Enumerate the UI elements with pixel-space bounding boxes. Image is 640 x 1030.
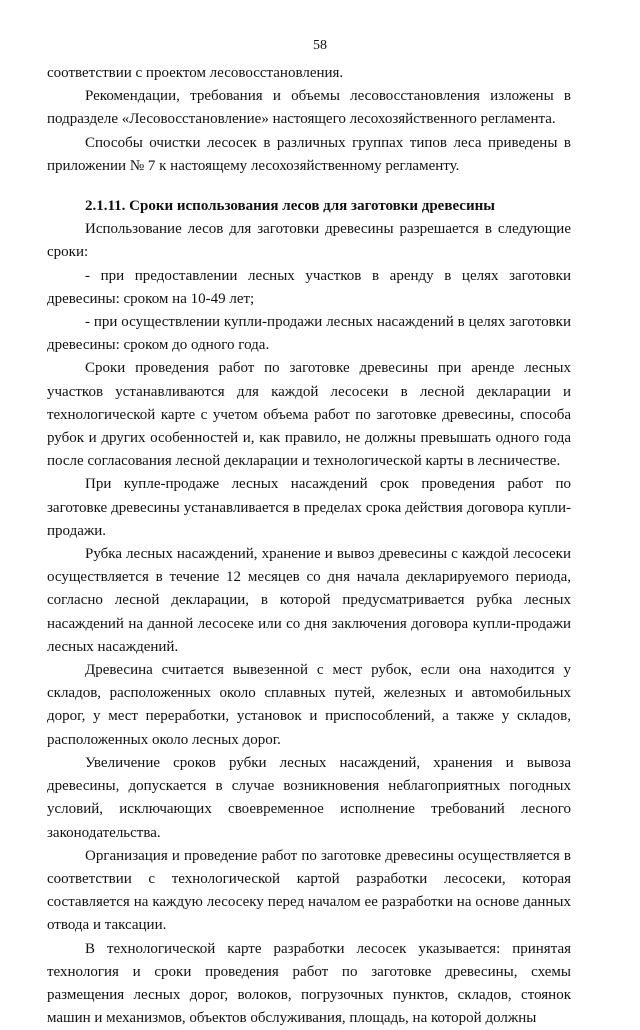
paragraph-felling-period: Рубка лесных насаждений, хранение и вывоз древесины с каждой лесосеки осуществляется в течение 12 месяцев со дня начала декларируемого периода, согласно лесной декларации, в которой предусматривается рубка лесных насаждений на данной лесосеке или со дня заключения договора купли-продажи лесных насаждений. bbox=[47, 546, 571, 655]
page-content bbox=[47, 62, 571, 1030]
paragraph-usage-terms: Использование лесов для заготовки древесины разрешается в следующие сроки: bbox=[47, 221, 571, 261]
list-item-sale: - при осуществлении купли-продажи лесных насаждений в целях заготовки древесины: сроком до одного года. bbox=[47, 314, 571, 354]
paragraph-lease-terms: Сроки проведения работ по заготовке древесины при аренде лесных участков устанавливаются для каждой лесосеки в лесной декларации и технологической карте с учетом объема работ по заготовке древесины, способа рубок и других особенностей и, как правило, не должны превышать одного года после согласования лесной декларации и технологической карты в лесничестве. bbox=[47, 360, 571, 470]
paragraph-continued: соответствии с проектом лесовосстановления. bbox=[47, 65, 344, 81]
paragraph-cleaning-methods: Способы очистки лесосек в различных группах типов леса приведены в приложении № 7 к настоящему лесохозяйственному регламенту. bbox=[47, 134, 571, 174]
paragraph-term-extension: Увеличение сроков рубки лесных насаждений, хранения и вывоза древесины, допускается в случае возникновения неблагоприятных погодных условий, исключающих своевременное исполнение требований лесного законодательства. bbox=[47, 754, 571, 841]
paragraph-recommendations: Рекомендации, требования и объемы лесовосстановления изложены в подразделе «Лесовосстановление» настоящего лесохозяйственного регламента. bbox=[47, 88, 571, 128]
list-item-lease: - при предоставлении лесных участков в аренду в целях заготовки древесины: сроком на 10-49 лет; bbox=[47, 267, 571, 307]
paragraph-organization: Организация и проведение работ по заготовке древесины осуществляется в соответствии с технологической картой разработки лесосеки, которая составляется на каждую лесосеку перед началом ее разработки на основе данных отвода и таксации. bbox=[47, 847, 571, 934]
paragraph-technological-map: В технологической карте разработки лесосек указывается: принятая технология и сроки проведения работ по заготовке древесины, схемы размещения лесных дорог, волоков, погрузочных пунктов, складов, стоянок машин и механизмов, объектов обслуживания, площадь, на которой должны bbox=[47, 940, 571, 1027]
paragraph-removed-timber: Древесина считается вывезенной с мест рубок, если она находится у складов, расположенных около сплавных путей, железных и автомобильных дорог, у мест переработки, установок и приспособлений, а также у складов, расположенных около лесных дорог. bbox=[47, 662, 571, 748]
paragraph-sale-terms: При купле-продаже лесных насаждений срок проведения работ по заготовке древесины устанавливается в пределах срока действия договора купли-продажи. bbox=[47, 476, 571, 539]
section-heading: 2.1.11. Сроки использования лесов для заготовки древесины bbox=[85, 198, 495, 215]
page-number: 58 bbox=[313, 38, 327, 53]
